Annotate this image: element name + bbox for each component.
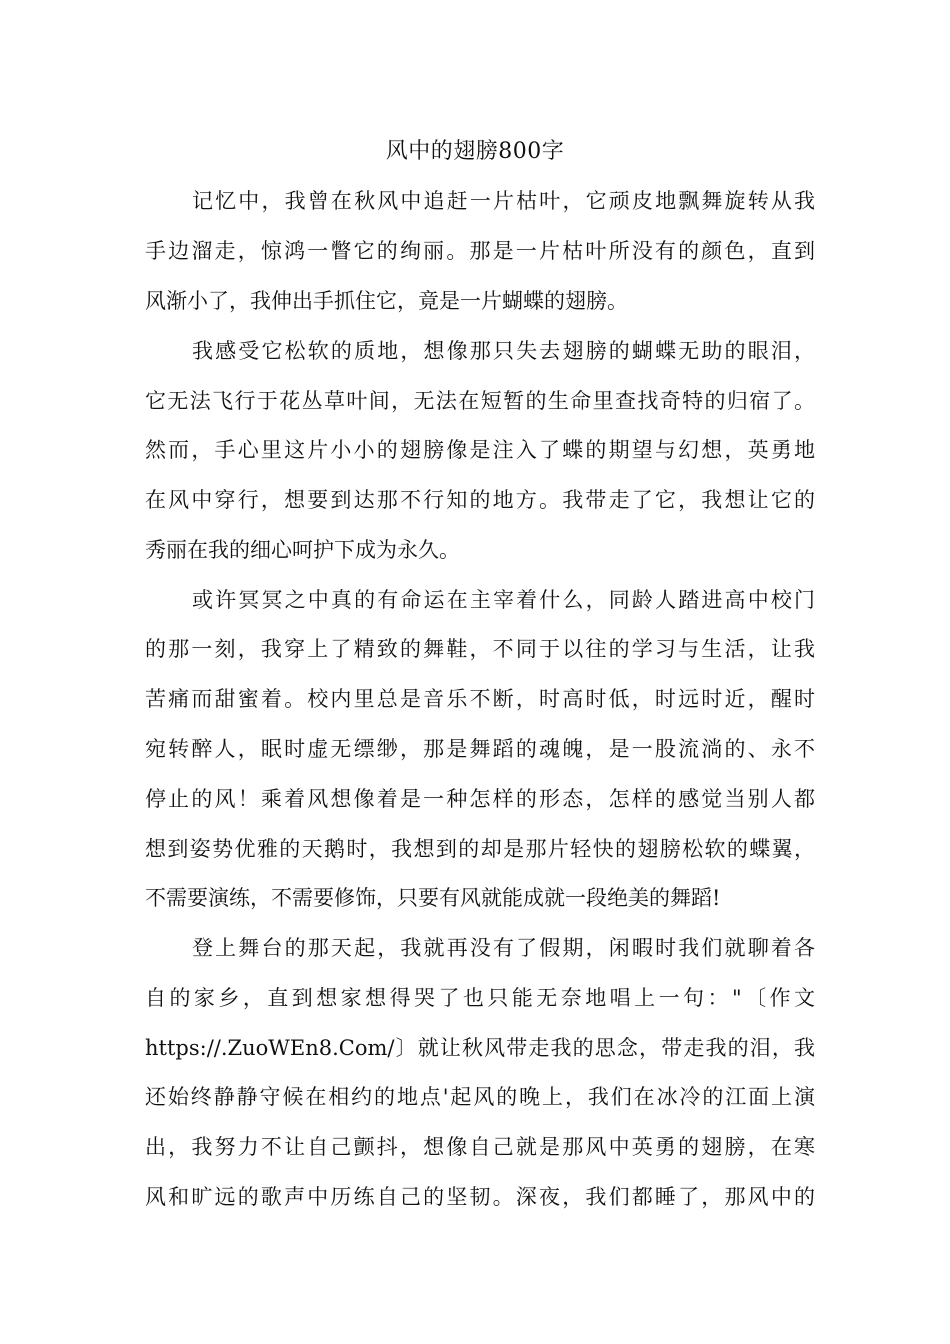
text-line-16: 登上舞台的那天起，我就再没有了假期，闲暇时我们就聊着各 — [192, 936, 815, 960]
text-line-15: 不需要演练，不需要修饰，只要有风就能成就一段绝美的舞蹈! — [145, 886, 721, 910]
text-line-5: 它无法飞行于花丛草叶间，无法在短暂的生命里查找奇特的归宿了。 — [145, 389, 815, 413]
text-line-11: 苦痛而甜蜜着。校内里总是音乐不断，时高时低，时远时近，醒时 — [145, 687, 815, 711]
text-line-8: 秀丽在我的细心呵护下成为永久。 — [145, 538, 460, 562]
text-line-20: 出，我努力不让自己颤抖，想像自己就是那风中英勇的翅膀，在寒 — [145, 1135, 815, 1159]
text-line-21: 风和旷远的歌声中历练自己的坚韧。深夜，我们都睡了，那风中的 — [145, 1185, 815, 1209]
text-line-6: 然而，手心里这片小小的翅膀像是注入了蝶的期望与幻想，英勇地 — [145, 438, 815, 462]
text-line-7: 在风中穿行，想要到达那不行知的地方。我带走了它，我想让它的 — [145, 488, 815, 512]
text-line-4: 我感受它松软的质地，想像那只失去翅膀的蝴蝶无助的眼泪， — [192, 339, 815, 363]
text-line-17: 自的家乡，直到想家想得哭了也只能无奈地唱上一句："〔作文 — [145, 986, 815, 1010]
text-line-10: 的那一刻，我穿上了精致的舞鞋，不同于以往的学习与生活，让我 — [145, 637, 815, 661]
text-line-19: 还始终静静守候在相约的地点'起风的晚上，我们在冰冷的江面上演 — [145, 1085, 815, 1109]
document-title: 风中的翅膀800字 — [385, 139, 565, 164]
text-line-13: 停止的风！乘着风想像着是一种怎样的形态，怎样的感觉当别人都 — [145, 787, 815, 811]
text-line-18: https://.ZuoWEn8.Com/〕就让秋风带走我的思念，带走我的泪，我 — [145, 1036, 815, 1060]
text-line-12: 宛转醉人，眠时虚无缥缈，那是舞蹈的魂魄，是一股流淌的、永不 — [145, 737, 815, 761]
text-line-3: 风渐小了，我伸出手抓住它，竟是一片蝴蝶的翅膀。 — [145, 289, 628, 313]
text-line-14: 想到姿势优雅的天鹅时，我想到的却是那片轻快的翅膀松软的蝶翼， — [145, 837, 815, 861]
text-line-9: 或许冥冥之中真的有命运在主宰着什么，同龄人踏进高中校门 — [192, 588, 815, 612]
text-line-1: 记忆中，我曾在秋风中追赶一片枯叶，它顽皮地飘舞旋转从我 — [192, 189, 815, 213]
text-line-2: 手边溜走，惊鸿一瞥它的绚丽。那是一片枯叶所没有的颜色，直到 — [145, 239, 815, 263]
